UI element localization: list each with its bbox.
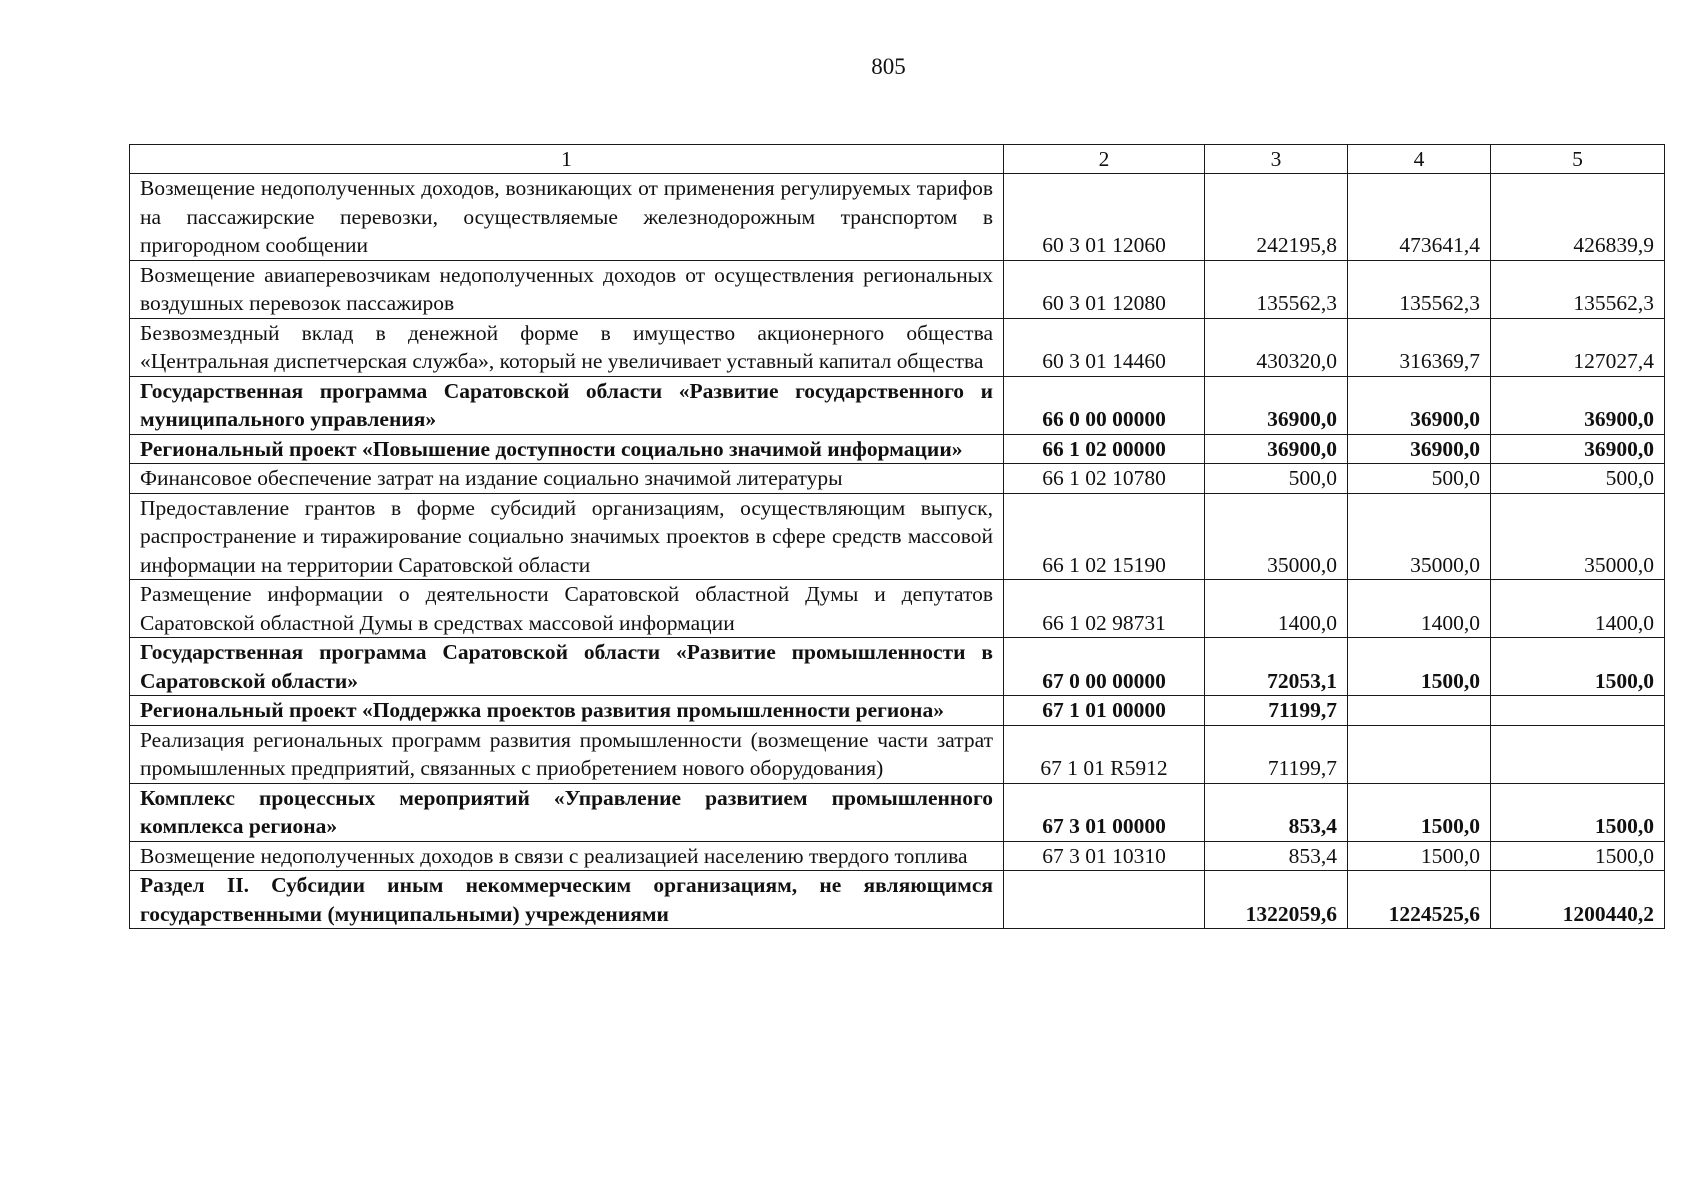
- row-code-cell: 67 3 01 00000: [1004, 783, 1205, 841]
- row-value-col3: 1400,0: [1205, 580, 1348, 638]
- row-value-col4: 36900,0: [1348, 434, 1491, 464]
- row-value-col4: 1500,0: [1348, 638, 1491, 696]
- row-value-col3: 1322059,6: [1205, 871, 1348, 929]
- row-value-col3: 853,4: [1205, 841, 1348, 871]
- row-value-col4: 473641,4: [1348, 174, 1491, 261]
- table-row: [130, 696, 1665, 726]
- row-name-cell: Безвозмездный вклад в денежной форме в имущество акционерного общества «Центральная диспетчерская служба», который не увеличивает уставный капитал общества: [130, 318, 1004, 376]
- row-value-col5: 1500,0: [1491, 841, 1665, 871]
- row-code-cell: 67 1 01 R5912: [1004, 725, 1205, 783]
- row-name-cell: Раздел II. Субсидии иным некоммерческим организациям, не являющимся государственными (муниципальными) учреждениями: [130, 871, 1004, 929]
- row-value-col5: [1491, 696, 1665, 726]
- row-value-col3: 36900,0: [1205, 434, 1348, 464]
- column-header-1: 1: [130, 145, 1004, 174]
- column-header-3: 3: [1205, 145, 1348, 174]
- row-value-col3: 853,4: [1205, 783, 1348, 841]
- column-header-4: 4: [1348, 145, 1491, 174]
- row-value-col4: [1348, 725, 1491, 783]
- column-header-2: 2: [1004, 145, 1205, 174]
- row-code-cell: 66 1 02 00000: [1004, 434, 1205, 464]
- row-value-col4: 1400,0: [1348, 580, 1491, 638]
- page-number: 805: [871, 54, 906, 79]
- budget-table: [129, 144, 1665, 929]
- row-value-col3: 242195,8: [1205, 174, 1348, 261]
- row-code-cell: 66 1 02 10780: [1004, 464, 1205, 494]
- row-value-col5: 127027,4: [1491, 318, 1665, 376]
- row-code-cell: 67 3 01 10310: [1004, 841, 1205, 871]
- row-value-col4: [1348, 696, 1491, 726]
- row-value-col4: 135562,3: [1348, 260, 1491, 318]
- row-code-cell: 67 0 00 00000: [1004, 638, 1205, 696]
- row-value-col3: 430320,0: [1205, 318, 1348, 376]
- table-row: [130, 434, 1665, 464]
- row-name-cell: Комплекс процессных мероприятий «Управление развитием промышленного комплекса региона»: [130, 783, 1004, 841]
- row-value-col5: 1400,0: [1491, 580, 1665, 638]
- row-code-cell: 66 0 00 00000: [1004, 376, 1205, 434]
- row-value-col3: 135562,3: [1205, 260, 1348, 318]
- row-value-col5: [1491, 725, 1665, 783]
- row-value-col5: 1200440,2: [1491, 871, 1665, 929]
- row-value-col5: 500,0: [1491, 464, 1665, 494]
- row-code-cell: 60 3 01 14460: [1004, 318, 1205, 376]
- row-value-col4: 316369,7: [1348, 318, 1491, 376]
- row-name-cell: Региональный проект «Поддержка проектов развития промышленности региона»: [130, 696, 1004, 726]
- row-value-col5: 426839,9: [1491, 174, 1665, 261]
- row-value-col4: 1500,0: [1348, 841, 1491, 871]
- row-name-cell: Размещение информации о деятельности Саратовской областной Думы и депутатов Саратовской областной Думы в средствах массовой информации: [130, 580, 1004, 638]
- row-value-col3: 35000,0: [1205, 493, 1348, 580]
- row-code-cell: 60 3 01 12080: [1004, 260, 1205, 318]
- row-name-cell: Государственная программа Саратовской области «Развитие государственного и муниципального управления»: [130, 376, 1004, 434]
- row-name-cell: Возмещение авиаперевозчикам недополученных доходов от осуществления региональных воздушных перевозок пассажиров: [130, 260, 1004, 318]
- row-code-cell: 66 1 02 98731: [1004, 580, 1205, 638]
- table-header-row: [130, 145, 1665, 174]
- table-row: [130, 260, 1665, 318]
- row-value-col4: 36900,0: [1348, 376, 1491, 434]
- table-row: [130, 376, 1665, 434]
- row-code-cell: [1004, 871, 1205, 929]
- row-value-col3: 71199,7: [1205, 696, 1348, 726]
- row-value-col4: 1500,0: [1348, 783, 1491, 841]
- table-row: [130, 493, 1665, 580]
- row-name-cell: Региональный проект «Повышение доступности социально значимой информации»: [130, 434, 1004, 464]
- row-value-col4: 1224525,6: [1348, 871, 1491, 929]
- row-name-cell: Предоставление грантов в форме субсидий организациям, осуществляющим выпуск, распространение и тиражирование социально значимых проектов в сфере средств массовой информации на территории Саратовской области: [130, 493, 1004, 580]
- row-name-cell: Финансовое обеспечение затрат на издание социально значимой литературы: [130, 464, 1004, 494]
- row-value-col5: 36900,0: [1491, 376, 1665, 434]
- row-name-cell: Возмещение недополученных доходов, возникающих от применения регулируемых тарифов на пассажирские перевозки, осуществляемые железнодорожным транспортом в пригородном сообщении: [130, 174, 1004, 261]
- row-name-cell: Государственная программа Саратовской области «Развитие промышленности в Саратовской области»: [130, 638, 1004, 696]
- table-row: [130, 318, 1665, 376]
- row-value-col4: 500,0: [1348, 464, 1491, 494]
- row-code-cell: 60 3 01 12060: [1004, 174, 1205, 261]
- row-code-cell: 67 1 01 00000: [1004, 696, 1205, 726]
- table-row: [130, 871, 1665, 929]
- row-value-col3: 71199,7: [1205, 725, 1348, 783]
- row-value-col5: 1500,0: [1491, 783, 1665, 841]
- row-value-col4: 35000,0: [1348, 493, 1491, 580]
- column-header-5: 5: [1491, 145, 1665, 174]
- row-name-cell: Возмещение недополученных доходов в связи с реализацией населению твердого топлива: [130, 841, 1004, 871]
- row-name-cell: Реализация региональных программ развития промышленности (возмещение части затрат промышленных предприятий, связанных с приобретением нового оборудования): [130, 725, 1004, 783]
- row-value-col5: 36900,0: [1491, 434, 1665, 464]
- table-row: [130, 580, 1665, 638]
- row-value-col3: 36900,0: [1205, 376, 1348, 434]
- table-row: [130, 783, 1665, 841]
- row-value-col5: 35000,0: [1491, 493, 1665, 580]
- table-row: [130, 464, 1665, 494]
- table-row: [130, 725, 1665, 783]
- table-row: [130, 174, 1665, 261]
- row-value-col5: 135562,3: [1491, 260, 1665, 318]
- row-value-col3: 72053,1: [1205, 638, 1348, 696]
- table-row: [130, 638, 1665, 696]
- row-value-col5: 1500,0: [1491, 638, 1665, 696]
- table-row: [130, 841, 1665, 871]
- row-code-cell: 66 1 02 15190: [1004, 493, 1205, 580]
- row-value-col3: 500,0: [1205, 464, 1348, 494]
